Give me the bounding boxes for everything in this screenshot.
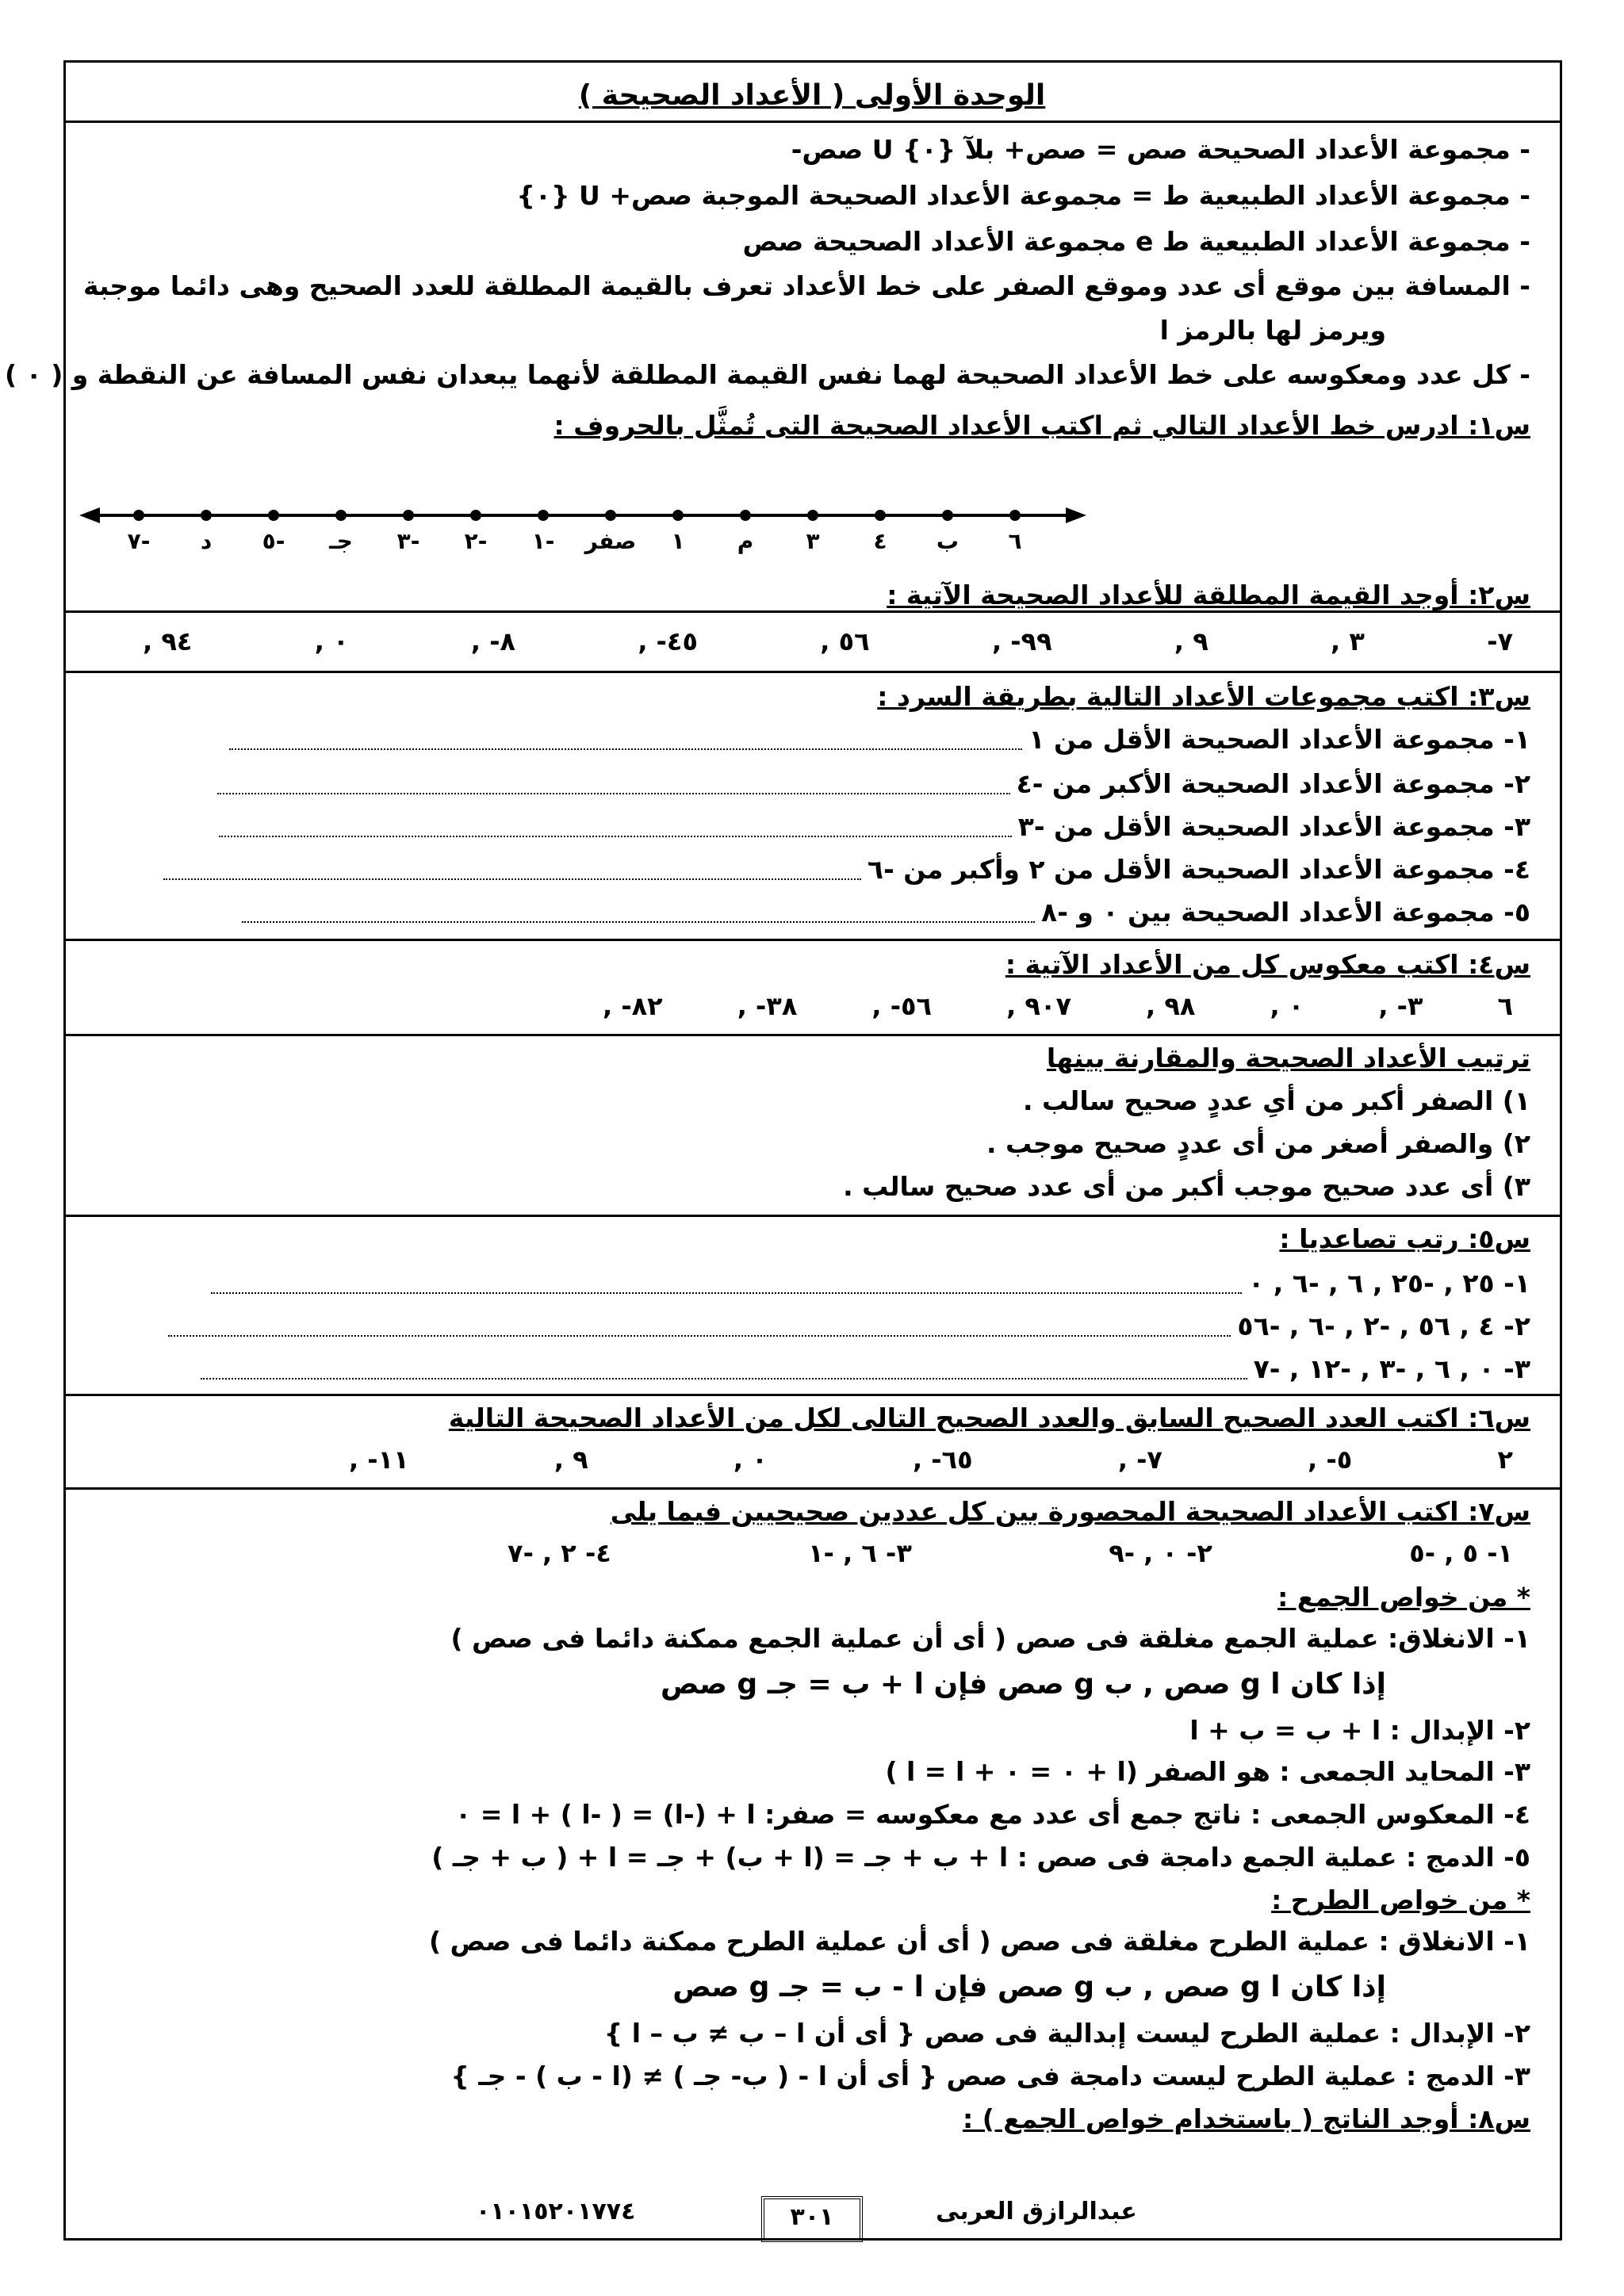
intro-line-6: - كل عدد ومعكوسه على خط الأعداد الصحيحة لهما نفس القيمة المطلقة لأنهما يبعدان نفس المسافة عن النقطة و ( ٠ )	[5, 359, 1530, 390]
divider	[65, 1034, 1561, 1036]
addition-item: ٥- الدمج : عملية الجمع دامجة فى صص : ا + ب + جـ = (ا + ب) + جـ = ا + ( ب + جـ )	[431, 1842, 1530, 1873]
page-number: ٣٠١	[761, 2196, 863, 2242]
subtraction-title: * من خواص الطرح :	[1271, 1885, 1530, 1915]
q3-item: ٤- مجموعة الأعداد الصحيحة الأقل من ٢ وأكبر من -٦	[79, 853, 1530, 886]
answer-blank[interactable]	[242, 905, 1035, 923]
q6-values	[349, 1445, 1513, 1475]
number-line-label: م	[737, 528, 754, 554]
number-line-label: ٦	[1008, 528, 1022, 554]
divider	[65, 121, 1561, 123]
q5-item: ١- ٢٥ , -٢٥ , ٦ , -٦ , ٠	[79, 1267, 1530, 1300]
number-line-label: ٧-	[127, 528, 151, 554]
q2-value: ٥٦ ,	[820, 626, 870, 656]
answer-blank[interactable]	[168, 1319, 1231, 1337]
q2-values	[143, 626, 1513, 656]
q7-value: ٣- ٦ , -١	[808, 1538, 912, 1568]
subtraction-item: إذا كان ا g صص , ب g صص فإن ا - ب = جـ g صص	[672, 1971, 1386, 2003]
addition-item: ٣- المحايد الجمعى : هو الصفر (ا + ٠ = ٠ + ا = ا )	[885, 1756, 1530, 1787]
q2-value: ٤٥- ,	[638, 626, 698, 656]
q4-value: ٣٨- ,	[737, 991, 798, 1021]
q5-item: ٣- ٠ , ٦ , -٣ , -١٢ , -٧	[79, 1353, 1530, 1386]
q4-value: ٩٠٧ ,	[1006, 991, 1071, 1021]
number-line-point	[807, 510, 818, 521]
q4-value: ٩٨ ,	[1146, 991, 1196, 1021]
number-line-point	[740, 510, 751, 521]
number-line-point	[538, 510, 549, 521]
subtraction-item: ٣- الدمج : عملية الطرح ليست دامجة فى صص { أى أن ا - ( ب- جـ ) ≠ (ا - ب ) - جـ }	[450, 2061, 1530, 2091]
intro-line-3: - مجموعة الأعداد الطبيعية ط e مجموعة الأعداد الصحيحة صص	[742, 226, 1530, 257]
q2-value: ٨- ,	[470, 626, 516, 656]
phone-number: ٠١٠١٥٢٠١٧٧٤	[476, 2198, 636, 2225]
divider	[65, 1487, 1561, 1490]
q2-title: س٢: أوجد القيمة المطلقة للأعداد الصحيحة الآتية :	[887, 580, 1530, 610]
q7-value: ٤- ٢ , -٧	[508, 1538, 611, 1568]
q6-value: ٢	[1497, 1445, 1513, 1475]
number-line-label: ب	[936, 528, 959, 554]
q4-value: ٣- ,	[1378, 991, 1423, 1021]
intro-line-1: - مجموعة الأعداد الصحيحة صص = صص+ بلآ {٠} U صص-	[791, 134, 1530, 165]
number-line	[79, 492, 1086, 555]
q6-value: ٩ ,	[553, 1445, 588, 1475]
number-line-point	[672, 510, 684, 521]
number-line-label: ٥-	[262, 528, 285, 554]
number-line-point	[942, 510, 953, 521]
number-line-label: د	[200, 528, 213, 554]
addition-item: ١- الانغلاق: عملية الجمع مغلقة فى صص ( أى أن عملية الجمع ممكنة دائما فى صص )	[450, 1623, 1530, 1654]
q3-item: ٢- مجموعة الأعداد الصحيحة الأكبر من -٤	[79, 767, 1530, 801]
answer-blank[interactable]	[201, 1362, 1247, 1380]
answer-blank[interactable]	[217, 777, 1010, 794]
order-item: ١) الصفر أكبر من أىِ عددٍ صحيح سالب .	[1022, 1085, 1530, 1116]
addition-item: إذا كان ا g صص , ب g صص فإن ا + ب = جـ g صص	[660, 1668, 1386, 1701]
q4-value: ٥٦- ,	[871, 991, 933, 1021]
q4-value: ٠ ,	[1270, 991, 1304, 1021]
q2-value: ٠ ,	[314, 626, 349, 656]
q8-title: س٨: أوجد الناتج ( باستخدام خواص الجمع ) :	[963, 2103, 1530, 2134]
q7-value: ١- ٥ , -٥	[1409, 1538, 1513, 1568]
number-line-label: جـ	[329, 528, 353, 554]
q3-item: ٥- مجموعة الأعداد الصحيحة بين ٠ و -٨	[79, 896, 1530, 929]
q3-title: س٣: اكتب مجموعات الأعداد التالية بطريقة السرد :	[877, 681, 1530, 712]
subtraction-item: ١- الانغلاق : عملية الطرح مغلقة فى صص ( أى أن عملية الطرح ممكنة دائما فى صص )	[428, 1926, 1530, 1957]
answer-blank[interactable]	[211, 1276, 1242, 1294]
q2-value: ٧-	[1487, 626, 1513, 656]
q6-title: س٦: اكتب العدد الصحيح السابق والعدد الصحيح التالى لكل من الأعداد الصحيحة التالية	[448, 1402, 1530, 1433]
divider	[65, 939, 1561, 941]
q3-item: ١- مجموعة الأعداد الصحيحة الأقل من ١	[79, 723, 1530, 756]
divider	[65, 671, 1561, 673]
number-line-point	[335, 510, 347, 521]
q6-value: ٧- ,	[1117, 1445, 1162, 1475]
addition-item: ٢- الإبدال : ا + ب = ب + ا	[1189, 1715, 1530, 1746]
page-title: الوحدة الأولى ( الأعداد الصحيحة )	[578, 79, 1046, 112]
number-line-label: صفر	[584, 528, 637, 554]
author-name: عبدالرازق العربى	[936, 2198, 1137, 2225]
q4-title: س٤: اكتب معكوس كل من الأعداد الآتية :	[1005, 949, 1530, 980]
addition-title: * من خواص الجمع :	[1277, 1582, 1530, 1613]
order-item: ٢) والصفر أصغر من أى عددٍ صحيح موجب .	[986, 1128, 1530, 1159]
number-line-point	[605, 510, 616, 521]
intro-line-4: - المسافة بين موقع أى عدد وموقع الصفر على خط الأعداد تعرف بالقيمة المطلقة للعدد الصحيح وهى دائما موجبة	[82, 270, 1530, 301]
number-line-label: ٣-	[396, 528, 420, 554]
q2-value: ٩ ,	[1174, 626, 1208, 656]
number-line-point	[875, 510, 886, 521]
q5-item: ٢- ٤ , ٥٦ , -٢ , -٦ , -٥٦	[79, 1310, 1530, 1343]
q7-values	[508, 1538, 1513, 1568]
q6-value: ١١- ,	[349, 1445, 409, 1475]
divider	[65, 1215, 1561, 1217]
answer-blank[interactable]	[163, 863, 861, 880]
intro-line-2: - مجموعة الأعداد الطبيعية ط = مجموعة الأعداد الصحيحة الموجبة صص+ U {٠}	[516, 180, 1530, 211]
number-line-label: ١	[671, 528, 685, 554]
answer-blank[interactable]	[229, 733, 1022, 750]
q4-value: ٨٢- ,	[603, 991, 663, 1021]
number-line-label: ٤	[873, 528, 887, 554]
number-line-point	[470, 510, 481, 521]
q7-title: س٧: اكتب الأعداد الصحيحة المحصورة بين كل عددين صحيحيين فيما يلى	[610, 1496, 1530, 1527]
q4-value: ٦	[1497, 991, 1513, 1021]
number-line-point	[403, 510, 414, 521]
answer-blank[interactable]	[219, 820, 1012, 837]
number-line-point	[1009, 510, 1021, 521]
number-line-point	[201, 510, 212, 521]
q6-value: ٠ ,	[733, 1445, 768, 1475]
q2-value: ٩٩- ,	[991, 626, 1052, 656]
order-item: ٣) أى عدد صحيح موجب أكبر من أى عدد صحيح سالب .	[843, 1171, 1530, 1202]
q7-value: ٢- ٠ , -٩	[1109, 1538, 1212, 1568]
q2-value: ٩٤ ,	[143, 626, 193, 656]
q6-value: ٦٥- ,	[912, 1445, 973, 1475]
number-line-label: ١-	[531, 528, 555, 554]
number-line-point	[268, 510, 279, 521]
q2-value: ٣ ,	[1331, 626, 1365, 656]
divider	[65, 1394, 1561, 1396]
q6-value: ٥- ,	[1308, 1445, 1353, 1475]
number-line-point	[133, 510, 144, 521]
number-line-label: ٢-	[464, 528, 488, 554]
q5-title: س٥: رتب تصاعديا :	[1279, 1223, 1530, 1254]
number-line-label: ٣	[806, 528, 820, 554]
intro-line-5: ويرمز لها بالرمز ا	[1159, 315, 1386, 346]
addition-item: ٤- المعكوس الجمعى : ناتج جمع أى عدد مع معكوسه = صفر: ا + (-ا) = ( -ا ) + ا = ٠	[455, 1799, 1530, 1830]
subtraction-item: ٢- الإبدال : عملية الطرح ليست إبدالية فى صص { أى أن ا – ب ≠ ب – ا }	[603, 2018, 1530, 2049]
q3-item: ٣- مجموعة الأعداد الصحيحة الأقل من -٣	[79, 810, 1530, 844]
q1-title: س١: ادرس خط الأعداد التالي ثم اكتب الأعداد الصحيحة التى تُمثَّل بالحروف :	[553, 410, 1530, 441]
order-title: ترتيب الأعداد الصحيحة والمقارنة بينها	[1046, 1043, 1530, 1073]
q4-values	[603, 991, 1513, 1021]
